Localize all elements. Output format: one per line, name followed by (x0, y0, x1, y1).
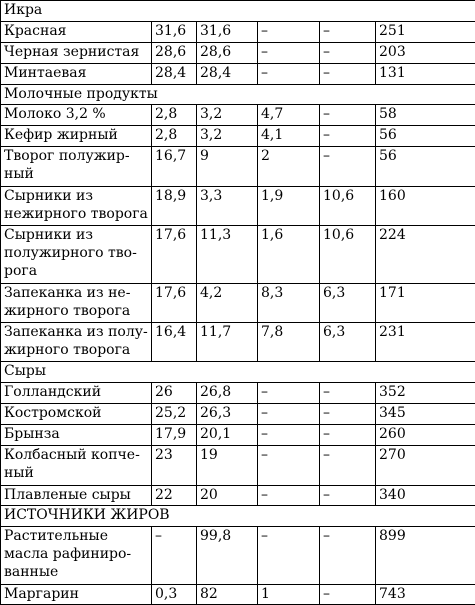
energy-cell: 251 (376, 22, 475, 43)
product-name-cell: Плавленые сыры (1, 486, 152, 506)
table-row (1, 284, 475, 323)
fat-cell: 20 (197, 486, 258, 506)
extra-cell: – (320, 105, 376, 126)
table-row (1, 64, 475, 85)
table-row (1, 323, 475, 362)
section-title: Сыры (1, 362, 475, 383)
extra-cell: 6,3 (320, 323, 376, 362)
fat-cell: 20,1 (197, 425, 258, 446)
protein-cell: 18,9 (152, 187, 197, 226)
product-name-cell: Черная зернистая (1, 43, 152, 64)
fat-cell: 99,8 (197, 527, 258, 585)
carbs-cell: 1,6 (258, 226, 320, 284)
extra-cell: – (320, 126, 376, 147)
protein-cell: 0,3 (152, 585, 197, 605)
table-row (1, 105, 475, 126)
carbs-cell: 7,8 (258, 323, 320, 362)
energy-cell: 352 (376, 383, 475, 404)
carbs-cell: – (258, 527, 320, 585)
extra-cell: – (320, 585, 376, 605)
carbs-cell: – (258, 22, 320, 43)
extra-cell: – (320, 147, 376, 187)
extra-cell: 10,6 (320, 187, 376, 226)
protein-cell: 25,2 (152, 404, 197, 425)
extra-cell: – (320, 43, 376, 64)
fat-cell: 28,6 (197, 43, 258, 64)
product-name-cell: Голландский (1, 383, 152, 404)
extra-cell: – (320, 383, 376, 404)
section-header-row (1, 1, 475, 22)
fat-cell: 26,3 (197, 404, 258, 425)
carbs-cell: – (258, 383, 320, 404)
carbs-cell: – (258, 486, 320, 506)
table-row (1, 383, 475, 404)
protein-cell: 2,8 (152, 126, 197, 147)
carbs-cell: – (258, 446, 320, 486)
table-row (1, 585, 475, 605)
extra-cell: – (320, 22, 376, 43)
carbs-cell: 1 (258, 585, 320, 605)
extra-cell: 10,6 (320, 226, 376, 284)
table-row (1, 126, 475, 147)
extra-cell: – (320, 527, 376, 585)
carbs-cell: 4,7 (258, 105, 320, 126)
carbs-cell: – (258, 43, 320, 64)
carbs-cell: 4,1 (258, 126, 320, 147)
product-name-cell: Брынза (1, 425, 152, 446)
protein-cell: – (152, 527, 197, 585)
table-row (1, 404, 475, 425)
energy-cell: 224 (376, 226, 475, 284)
product-name-cell: Маргарин (1, 585, 152, 605)
extra-cell: – (320, 64, 376, 85)
energy-cell: 345 (376, 404, 475, 425)
fat-cell: 28,4 (197, 64, 258, 85)
energy-cell: 171 (376, 284, 475, 323)
extra-cell: – (320, 486, 376, 506)
extra-cell: – (320, 446, 376, 486)
fat-cell: 19 (197, 446, 258, 486)
energy-cell: 203 (376, 43, 475, 64)
protein-cell: 2,8 (152, 105, 197, 126)
extra-cell: – (320, 404, 376, 425)
table-row (1, 425, 475, 446)
energy-cell: 131 (376, 64, 475, 85)
product-name-cell: Сырники из полужирного тво-рога (1, 226, 152, 284)
product-name-cell: Минтаевая (1, 64, 152, 85)
fat-cell: 3,3 (197, 187, 258, 226)
product-name-cell: Творог полужир-ный (1, 147, 152, 187)
fat-cell: 9 (197, 147, 258, 187)
protein-cell: 31,6 (152, 22, 197, 43)
fat-cell: 4,2 (197, 284, 258, 323)
section-title: ИСТОЧНИКИ ЖИРОВ (1, 506, 475, 527)
fat-cell: 31,6 (197, 22, 258, 43)
energy-cell: 231 (376, 323, 475, 362)
product-name-cell: Растительные масла рафиниро-ванные (1, 527, 152, 585)
product-name-cell: Костромской (1, 404, 152, 425)
table-row (1, 147, 475, 187)
energy-cell: 340 (376, 486, 475, 506)
table-row (1, 446, 475, 486)
fat-cell: 11,7 (197, 323, 258, 362)
product-name-cell: Сырники из нежирного творога (1, 187, 152, 226)
protein-cell: 28,6 (152, 43, 197, 64)
protein-cell: 16,4 (152, 323, 197, 362)
energy-cell: 743 (376, 585, 475, 605)
product-name-cell: Запеканка из полу-жирного творога (1, 323, 152, 362)
protein-cell: 26 (152, 383, 197, 404)
section-header-row (1, 362, 475, 383)
energy-cell: 56 (376, 126, 475, 147)
fat-cell: 82 (197, 585, 258, 605)
carbs-cell: – (258, 404, 320, 425)
section-title: Икра (1, 1, 475, 22)
protein-cell: 17,9 (152, 425, 197, 446)
energy-cell: 56 (376, 147, 475, 187)
carbs-cell: 8,3 (258, 284, 320, 323)
carbs-cell: – (258, 425, 320, 446)
product-name-cell: Молоко 3,2 % (1, 105, 152, 126)
carbs-cell: – (258, 64, 320, 85)
table-row (1, 187, 475, 226)
energy-cell: 260 (376, 425, 475, 446)
carbs-cell: 1,9 (258, 187, 320, 226)
table-row (1, 226, 475, 284)
table-row (1, 486, 475, 506)
product-name-cell: Запеканка из не-жирного творога (1, 284, 152, 323)
fat-cell: 11,3 (197, 226, 258, 284)
protein-cell: 17,6 (152, 284, 197, 323)
product-name-cell: Красная (1, 22, 152, 43)
table-row (1, 22, 475, 43)
extra-cell: 6,3 (320, 284, 376, 323)
protein-cell: 28,4 (152, 64, 197, 85)
energy-cell: 160 (376, 187, 475, 226)
section-title: Молочные продукты (1, 85, 475, 105)
fat-cell: 3,2 (197, 126, 258, 147)
protein-cell: 17,6 (152, 226, 197, 284)
protein-cell: 16,7 (152, 147, 197, 187)
section-header-row (1, 506, 475, 527)
fat-cell: 26,8 (197, 383, 258, 404)
protein-cell: 22 (152, 486, 197, 506)
table-row (1, 43, 475, 64)
energy-cell: 270 (376, 446, 475, 486)
fat-cell: 3,2 (197, 105, 258, 126)
product-name-cell: Колбасный копче-ный (1, 446, 152, 486)
protein-cell: 23 (152, 446, 197, 486)
product-name-cell: Кефир жирный (1, 126, 152, 147)
extra-cell: – (320, 425, 376, 446)
table-row (1, 527, 475, 585)
energy-cell: 58 (376, 105, 475, 126)
energy-cell: 899 (376, 527, 475, 585)
section-header-row (1, 85, 475, 105)
carbs-cell: 2 (258, 147, 320, 187)
